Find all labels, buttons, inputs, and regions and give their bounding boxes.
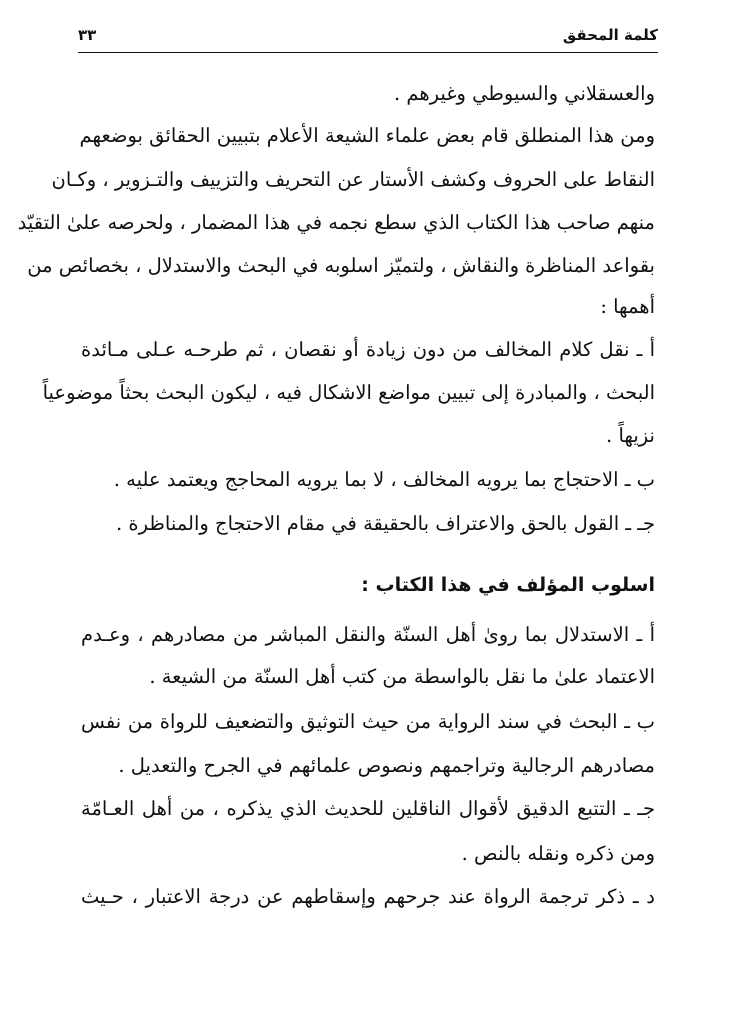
text-line: د ـ ذكر ترجمة الرواة عند جرحهم وإسقاطهم عن درجة الاعتبار ، حـيث	[81, 885, 655, 908]
text-line: أ ـ نقل كلام المخالف من دون زيادة أو نقصان ، ثم طرحـه عـلى مـائدة	[81, 338, 655, 361]
text-line: نزيهاً .	[606, 424, 655, 447]
text-line: أهمها :	[600, 295, 655, 318]
text-line: ومن ذكره ونقله بالنص .	[461, 842, 655, 865]
section-heading: اسلوب المؤلف في هذا الكتاب :	[361, 574, 655, 596]
header-title: كلمة المحقق	[562, 26, 658, 44]
text-line: ومن هذا المنطلق قام بعض علماء الشيعة الأعلام بتبيين الحقائق بوضعهم	[79, 124, 655, 147]
text-line: جـ ـ التتبع الدقيق لأقوال الناقلين للحديث الذي يذكره ، من أهل العـامّة	[81, 797, 655, 820]
header-rule	[78, 52, 658, 53]
text-line: أ ـ الاستدلال بما روىٰ أهل السنّة والنقل المباشر من مصادرهم ، وعـدم	[81, 623, 655, 646]
text-line: منهم صاحب هذا الكتاب الذي سطع نجمه في هذا المضمار ، ولحرصه علىٰ التقيّد	[17, 211, 655, 234]
text-line: جـ ـ القول بالحق والاعتراف بالحقيقة في مقام الاحتجاج والمناظرة .	[116, 512, 655, 535]
text-line: الاعتماد علىٰ ما نقل بالواسطة من كتب أهل السنّة من الشيعة .	[149, 665, 655, 688]
text-line: ب ـ الاحتجاج بما يرويه المخالف ، لا بما يرويه المحاجج ويعتمد عليه .	[113, 468, 655, 491]
running-header	[78, 22, 658, 50]
page-number: ٣٣	[78, 26, 97, 44]
text-line: بقواعد المناظرة والنقاش ، ولتميّز اسلوبه في البحث والاستدلال ، بخصائص من	[27, 254, 655, 277]
text-line: ب ـ البحث في سند الرواية من حيث التوثيق والتضعيف للرواة من نفس	[81, 710, 655, 733]
text-line: مصادرهم الرجالية وتراجمهم ونصوص علمائهم في الجرح والتعديل .	[118, 754, 655, 777]
text-line: والعسقلاني والسيوطي وغيرهم .	[394, 82, 655, 105]
text-line: النقاط على الحروف وكشف الأستار عن التحريف والتزييف والتـزوير ، وكـان	[51, 168, 655, 191]
text-line: البحث ، والمبادرة إلى تبيين مواضع الاشكال فيه ، ليكون البحث بحثاً موضوعياً	[42, 381, 655, 404]
